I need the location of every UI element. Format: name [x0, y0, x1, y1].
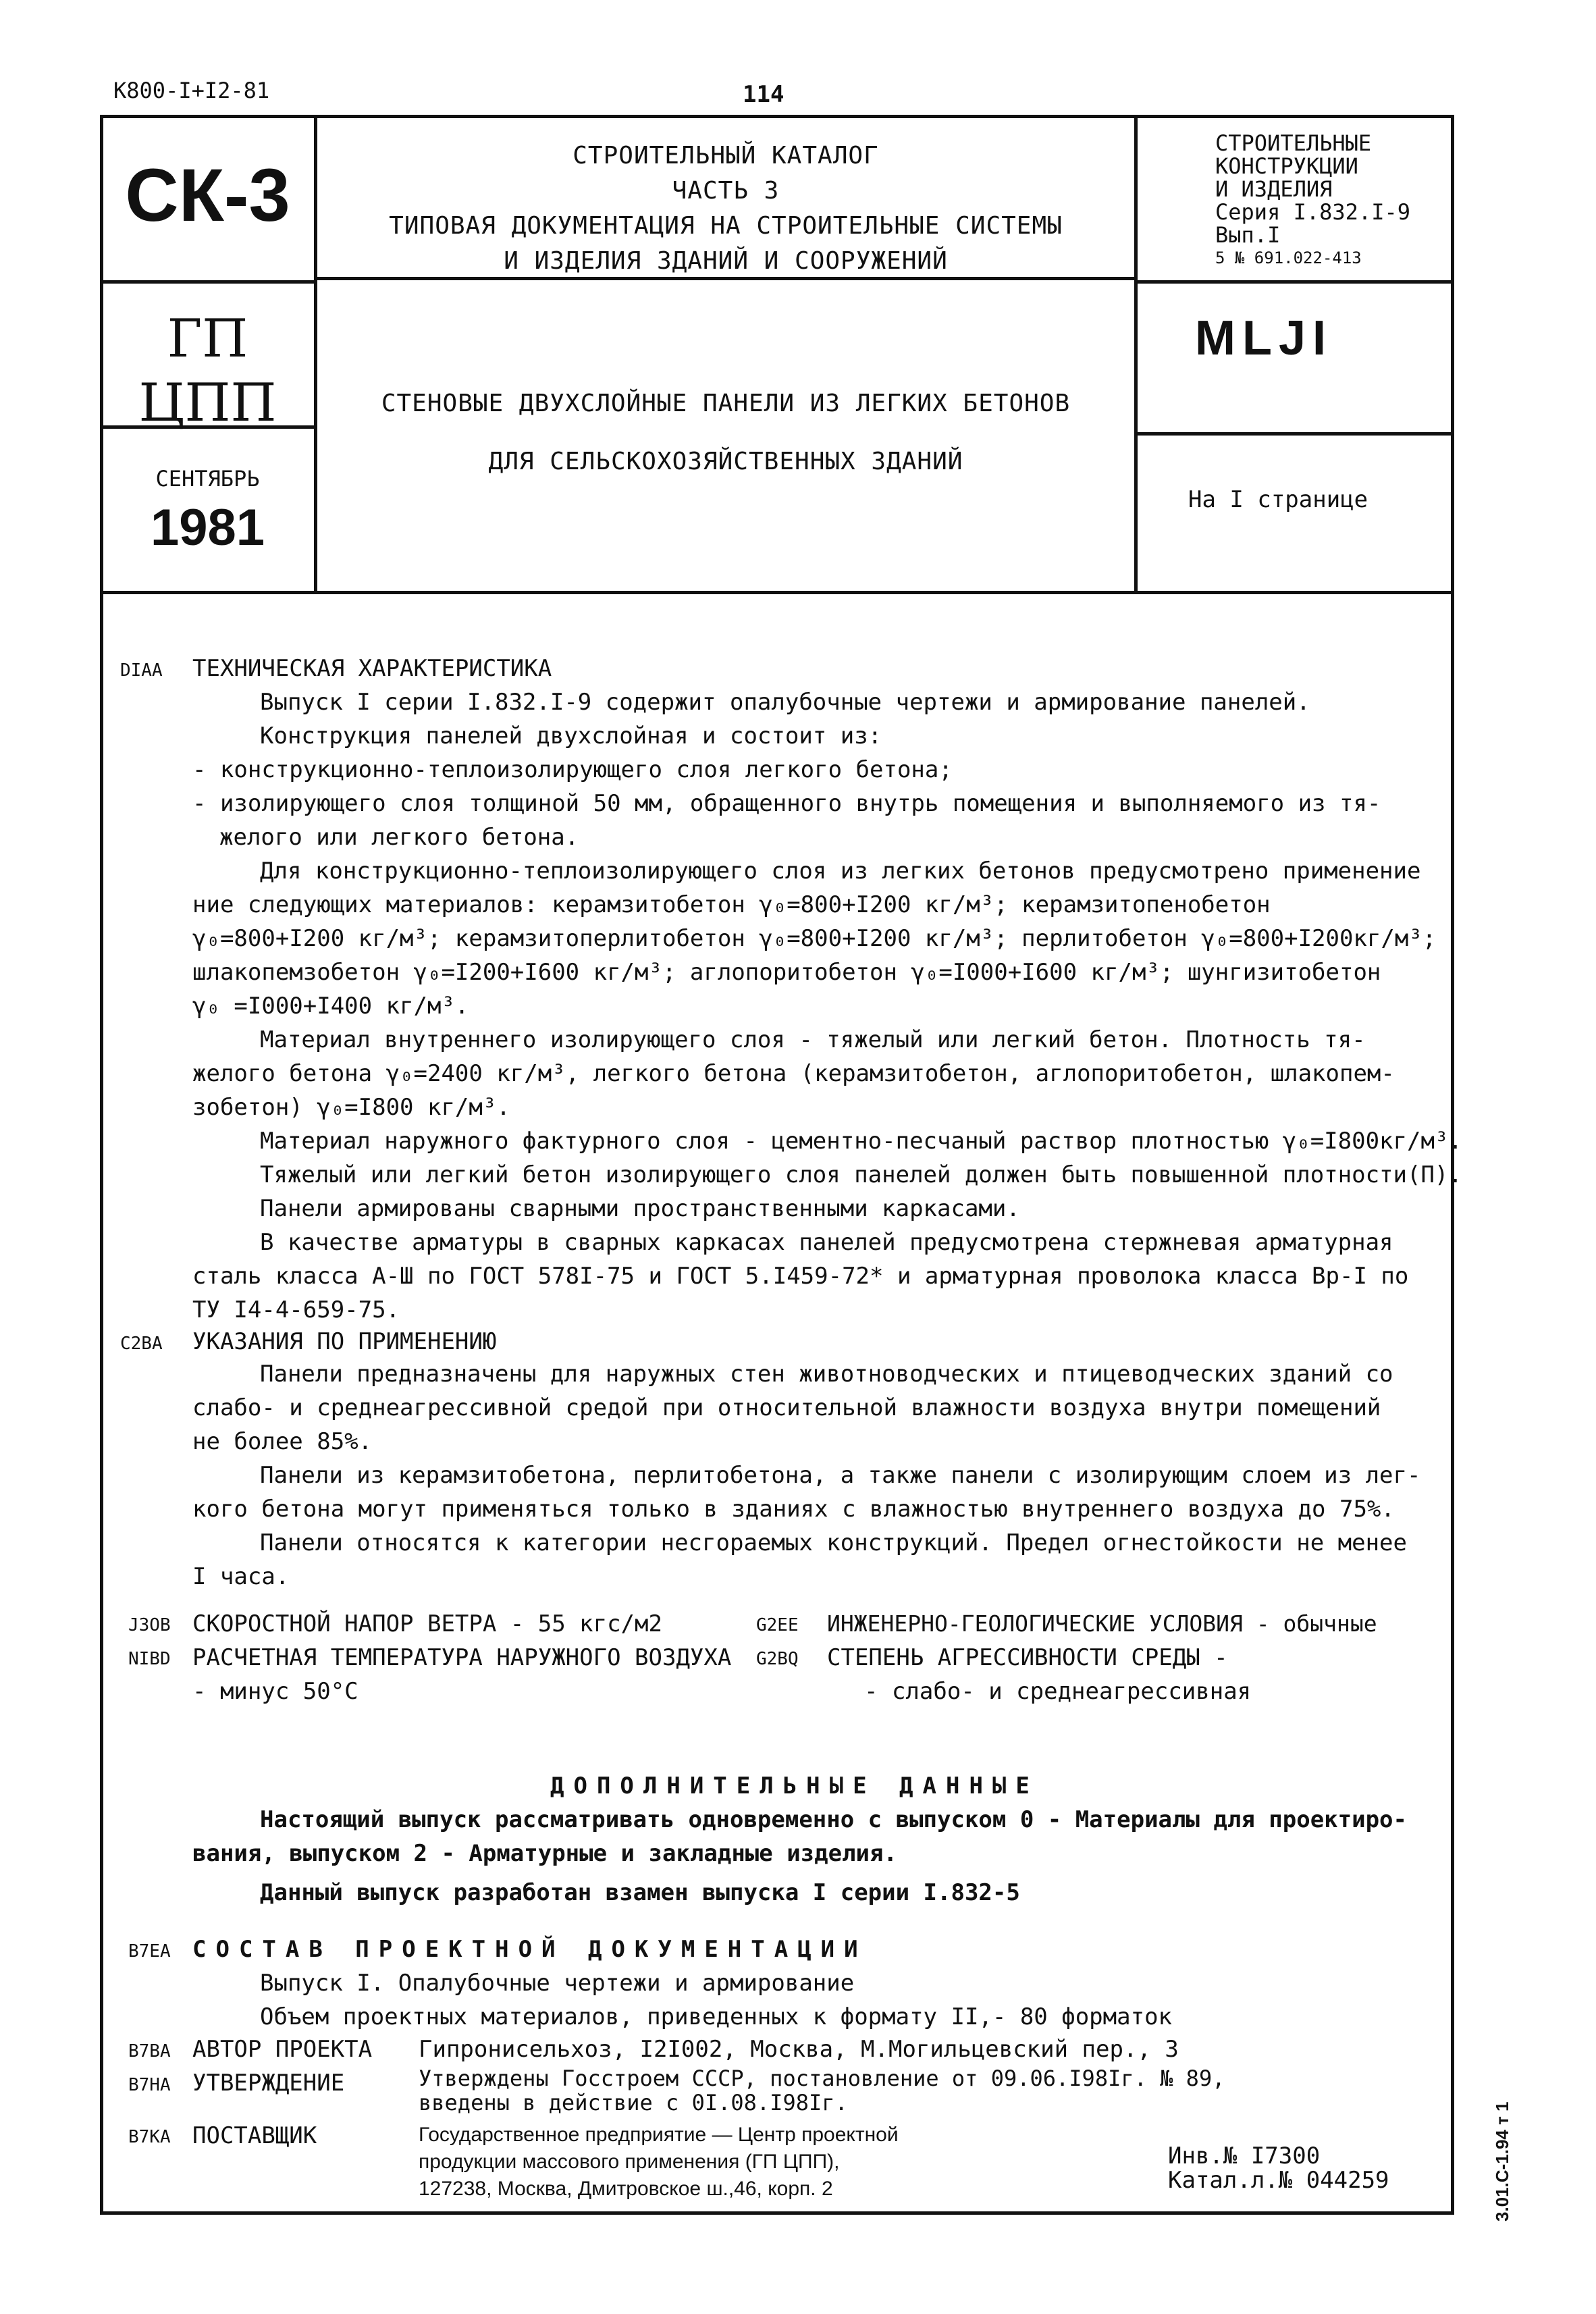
pages-note: На I странице — [1188, 486, 1368, 513]
tech-line: ние следующих материалов: керамзитобетон γ₀=800+I200 кг/м³; керамзитопенобетон — [192, 891, 1271, 918]
wind-code: J3OB — [128, 1615, 171, 1635]
composition-line-1: Выпуск I. Опалубочные чертежи и армирование — [260, 1970, 855, 1997]
usage-line: Панели относятся к категории несгораемых конструкций. Предел огнестойкости не менее — [260, 1529, 1407, 1556]
temp-code: NIBD — [128, 1649, 171, 1669]
composition-heading: СОСТАВ ПРОЕКТНОЙ ДОКУМЕНТАЦИИ — [192, 1936, 868, 1963]
org-line-2: ЦПП — [138, 373, 277, 433]
series-line-2: КОНСТРУКЦИИ — [1215, 153, 1358, 179]
tech-line: Материал внутреннего изолирующего слоя - тяжелый или легкий бетон. Плотность тя- — [260, 1026, 1366, 1053]
tech-line: зобетон) γ₀=I800 кг/м³. — [192, 1094, 510, 1121]
tech-line: Тяжелый или легкий бетон изолирующего слоя панелей должен быть повышенной плотности(П). — [260, 1161, 1462, 1188]
supplier-line-2: продукции массового применения (ГП ЦПП), — [419, 2151, 840, 2173]
year: 1981 — [150, 499, 265, 556]
usage-body — [192, 1357, 1420, 1594]
approval-label: УТВЕРЖДЕНИЕ — [192, 2070, 345, 2097]
tech-line: Выпуск I серии I.832.I-9 содержит опалубочные чертежи и армирование панелей. — [260, 689, 1310, 716]
catalog-line-3: ТИПОВАЯ ДОКУМЕНТАЦИЯ НА СТРОИТЕЛЬНЫЕ СИСТЕМЫ — [389, 212, 1063, 240]
org-block — [101, 307, 314, 436]
tech-line: - изолирующего слоя толщиной 50 мм, обращенного внутрь помещения и выполняемого из тя- — [192, 790, 1381, 817]
aggressiveness-value: - слабо- и среднеагрессивная — [864, 1678, 1252, 1705]
supplier-line-3: 127238, Москва, Дмитровское ш.,46, корп. 2 — [419, 2178, 833, 2200]
usage-line: Панели из керамзитобетона, перлитобетона, а также панели с изолирующим слоем из лег- — [260, 1462, 1421, 1489]
series-line-1: СТРОИТЕЛЬНЫЕ — [1215, 130, 1372, 156]
month: СЕНТЯБРЬ — [155, 466, 260, 492]
author-code: B7BA — [128, 2041, 171, 2061]
extra-line-3: Данный выпуск разработан взамен выпуска I серии I.832-5 — [260, 1879, 1020, 1906]
catalog-line-2: ЧАСТЬ 3 — [672, 177, 780, 205]
approval-value — [419, 2066, 1225, 2115]
usage-line: Панели предназначены для наружных стен животноводческих и птицеводческих зданий со — [260, 1361, 1393, 1388]
approval-line-1: Утверждены Госстроем СССР, постановление от 09.06.I98Iг. № 89, — [419, 2066, 1225, 2091]
wind-load: СКОРОСТНОЙ НАПОР ВЕТРА - 55 кгс/м2 — [192, 1610, 662, 1637]
tech-line: желого бетона γ₀=2400 кг/м³, легкого бетона (керамзитобетон, аглопоритобетон, шлакопем- — [192, 1060, 1395, 1087]
tech-line: шлакопемзобетон γ₀=I200+I600 кг/м³; аглопоритобетон γ₀=I000+I600 кг/м³; шунгизитобетон — [192, 959, 1381, 986]
series-line-4: Серия I.832.I-9 — [1215, 199, 1410, 225]
title-line-1: СТЕНОВЫЕ ДВУХСЛОЙНЫЕ ПАНЕЛИ ИЗ ЛЕГКИХ БЕТОНОВ — [381, 390, 1071, 417]
supplier-line-1: Государственное предприятие — Центр проектной — [419, 2124, 899, 2146]
tech-line: Материал наружного фактурного слоя - цементно-песчаный раствор плотностью γ₀=I800кг/м³. — [260, 1128, 1462, 1155]
series-line-3: И ИЗДЕЛИЯ — [1215, 176, 1333, 202]
catalog-block — [317, 138, 1134, 279]
author-label: АВТОР ПРОЕКТА — [192, 2036, 373, 2063]
tech-line: сталь класса А-Ш по ГОСТ 578I-75 и ГОСТ 5.I459-72* и арматурная проволока класса Вр-I по — [192, 1263, 1409, 1290]
tech-line: желого или легкого бетона. — [219, 824, 579, 851]
catalog-sheet-number: Катал.л.№ 044259 — [1168, 2167, 1389, 2194]
usage-line: кого бетона могут применяться только в зданиях с влажностью внутреннего воздуха до 75%. — [192, 1496, 1395, 1523]
tech-line: γ₀=800+I200 кг/м³; керамзитоперлитобетон γ₀=800+I200 кг/м³; перлитобетон γ₀=800+I200кг/м³; — [192, 925, 1437, 952]
tech-line: Для конструкционно-теплоизолирующего слоя из легких бетонов предусмотрено применение — [260, 858, 1421, 885]
inventory-number: Инв.№ I7300 — [1168, 2142, 1321, 2170]
tech-code: DIAA — [120, 660, 163, 681]
logo-sk3: СК-3 — [125, 154, 290, 237]
supplier-address — [419, 2122, 899, 2203]
extra-line-2: вания, выпуском 2 - Арматурные и закладные изделия. — [192, 1840, 897, 1867]
side-stamp: 3.01.С-1.94 т 1 — [1492, 2101, 1512, 2221]
tech-line: Конструкция панелей двухслойная и состоит из: — [260, 722, 882, 750]
page-number: 114 — [743, 81, 784, 108]
code-mark: MLJI — [1195, 311, 1333, 365]
approval-line-2: введены в действие с 0I.08.I98Iг. — [419, 2090, 848, 2115]
supplier-code: B7KA — [128, 2127, 171, 2147]
tech-line: γ₀ =I000+I400 кг/м³. — [192, 993, 469, 1020]
tech-heading: ТЕХНИЧЕСКАЯ ХАРАКТЕРИСТИКА — [192, 655, 552, 682]
usage-heading: УКАЗАНИЯ ПО ПРИМЕНЕНИЮ — [192, 1328, 497, 1355]
geo-code: G2EE — [756, 1615, 799, 1635]
tech-line: ТУ I4-4-659-75. — [192, 1296, 400, 1323]
series-block — [1215, 132, 1445, 269]
approval-code: B7HA — [128, 2075, 171, 2095]
design-temperature: РАСЧЕТНАЯ ТЕМПЕРАТУРА НАРУЖНОГО ВОЗДУХА — [192, 1644, 732, 1671]
title-line-2: ДЛЯ СЕЛЬСКОХОЗЯЙСТВЕННЫХ ЗДАНИЙ — [488, 448, 963, 475]
extra-body — [192, 1803, 1407, 1910]
catalog-line-1: СТРОИТЕЛЬНЫЙ КАТАЛОГ — [573, 142, 879, 169]
org-line-1: ГП — [167, 309, 248, 369]
tech-body — [192, 685, 1462, 1327]
extra-heading: ДОПОЛНИТЕЛЬНЫЕ ДАННЫЕ — [550, 1772, 1039, 1799]
tech-line: - конструкционно-теплоизолирующего слоя легкого бетона; — [192, 756, 953, 783]
author-value: Гипронисельхоз, I2I002, Москва, М.Могильцевский пер., 3 — [419, 2036, 1179, 2063]
tech-line: Панели армированы сварными пространственными каркасами. — [260, 1195, 1020, 1222]
design-temperature-value: - минус 50°С — [192, 1678, 358, 1705]
composition-code: B7EA — [128, 1941, 171, 1962]
usage-line: не более 85%. — [192, 1428, 373, 1455]
tech-line: В качестве арматуры в сварных каркасах панелей предусмотрена стержневая арматурная — [260, 1229, 1393, 1256]
usage-line: I часа. — [192, 1563, 290, 1590]
usage-line: слабо- и среднеагрессивной средой при относительной влажности воздуха внутри помещений — [192, 1394, 1381, 1421]
document-title — [317, 375, 1134, 491]
series-line-5: Вып.I — [1215, 222, 1281, 248]
composition-line-2: Объем проектных материалов, приведенных к формату II,- 80 форматок — [260, 2003, 1173, 2030]
extra-line-1: Настоящий выпуск рассматривать одновременно с выпуском 0 - Материалы для проектиро- — [260, 1806, 1407, 1833]
aggr-code: G2BQ — [756, 1649, 799, 1669]
catalog-line-4: И ИЗДЕЛИЯ ЗДАНИЙ И СООРУЖЕНИЙ — [504, 247, 948, 275]
aggressiveness: СТЕПЕНЬ АГРЕССИВНОСТИ СРЕДЫ - — [827, 1644, 1228, 1671]
geo-conditions: ИНЖЕНЕРНО-ГЕОЛОГИЧЕСКИЕ УСЛОВИЯ - обычные — [827, 1610, 1377, 1637]
doc-code: К800-I+I2-81 — [113, 78, 270, 103]
supplier-label: ПОСТАВЩИК — [192, 2122, 317, 2149]
usage-code: C2BA — [120, 1334, 163, 1354]
series-line-6: 5 № 691.022-413 — [1215, 248, 1362, 267]
